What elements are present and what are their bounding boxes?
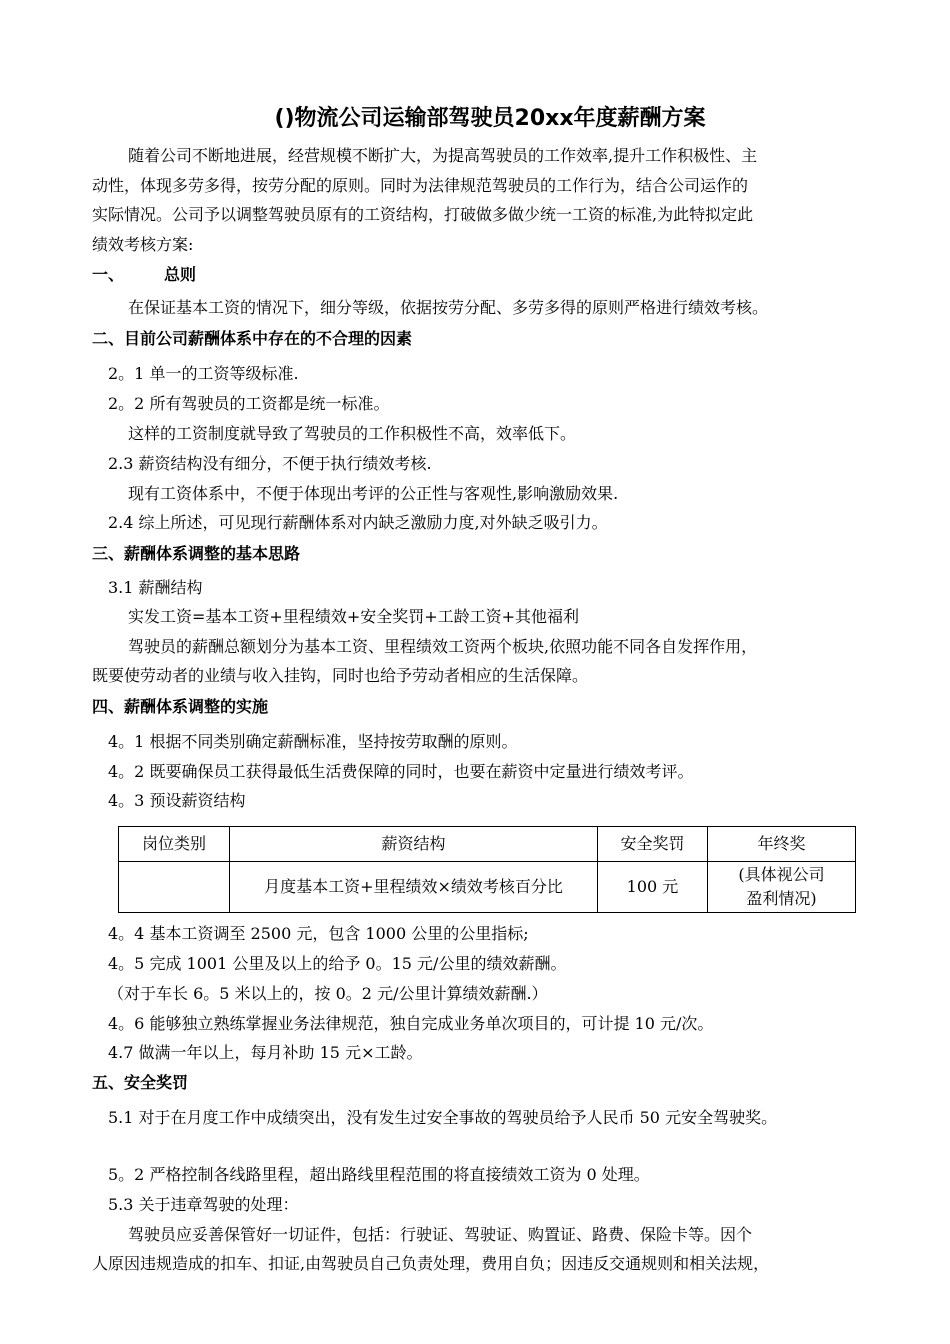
table-header-row: [119, 827, 856, 862]
section-5-line-2: 5。2 严格控制各线路里程，超出路线里程范围的将直接绩效工资为 0 处理。: [108, 1165, 650, 1184]
section-1-heading: [92, 263, 196, 287]
table-cell-position: [119, 862, 230, 913]
section-4-line-3: 4。3 预设薪资结构: [108, 791, 246, 810]
section-4-line-4: 4。4 基本工资调至 2500 元，包含 1000 公里的公里指标;: [108, 924, 529, 943]
section-4-line-8: 4.7 做满一年以上，每月补助 15 元×工龄。: [108, 1043, 423, 1062]
table-cell-bonus: [708, 862, 856, 913]
section-2-heading: 二、目前公司薪酬体系中存在的不合理的因素: [92, 329, 413, 348]
section-2-line-4: 2.3 薪资结构没有细分，不便于执行绩效考核.: [108, 454, 432, 473]
section-5-line-1: 5.1 对于在月度工作中成绩突出，没有发生过安全事故的驾驶员给予人民币 50 元安全驾驶奖。: [108, 1108, 778, 1127]
section-3-line-2: 实发工资=基本工资+里程绩效+安全奖罚+工龄工资+其他福利: [128, 607, 580, 626]
document-title: ()物流公司运输部驾驶员20xx年度薪酬方案: [274, 106, 706, 131]
intro-line-2: 动性，体现多劳多得，按劳分配的原则。同时为法律规范驾驶员的工作行为，结合公司运作的: [92, 176, 749, 195]
section-1-number: 一、: [92, 265, 125, 284]
section-3-line-1: 3.1 薪酬结构: [108, 578, 203, 597]
section-5-line-3: 5.3 关于违章驾驶的处理：: [108, 1195, 299, 1214]
salary-structure-table: [118, 826, 856, 913]
section-5-heading: 五、安全奖罚: [92, 1073, 189, 1092]
section-3-line-3: 驾驶员的薪酬总额划分为基本工资、里程绩效工资两个板块,依照功能不同各自发挥作用，: [128, 637, 758, 656]
section-5-line-4: 驾驶员应妥善保管好一切证件，包括：行驶证、驾驶证、购置证、路费、保险卡等。因个: [128, 1225, 753, 1244]
table-header-cell: 安全奖罚: [598, 827, 708, 862]
table-cell-bonus-line-1: (具体视公司: [738, 865, 825, 884]
intro-line-4: 绩效考核方案:: [92, 235, 194, 254]
section-2-line-5: 现有工资体系中，不便于体现出考评的公正性与客观性,影响激励效果.: [128, 484, 619, 503]
table-header-cell: 薪资结构: [230, 827, 598, 862]
table-header-cell: 岗位类别: [119, 827, 230, 862]
section-1-paragraph: 在保证基本工资的情况下，细分等级，依据按劳分配、多劳多得的原则严格进行绩效考核。: [128, 298, 769, 317]
table-header-cell: 年终奖: [708, 827, 856, 862]
section-4-line-2: 4。2 既要确保员工获得最低生活费保障的同时，也要在薪资中定量进行绩效考评。: [108, 762, 694, 781]
intro-line-3: 实际情况。公司予以调整驾驶员原有的工资结构，打破做多做少统一工资的标准,为此特拟定此: [92, 205, 754, 224]
section-4-heading: 四、薪酬体系调整的实施: [92, 697, 269, 716]
section-2-line-2: 2。2 所有驾驶员的工资都是统一标准。: [108, 394, 390, 413]
section-2-line-6: 2.4 综上所述，可见现行薪酬体系对内缺乏激励力度,对外缺乏吸引力。: [108, 513, 608, 532]
section-2-line-3: 这样的工资制度就导致了驾驶员的工作积极性不高，效率低下。: [128, 424, 577, 443]
table-row: [119, 862, 856, 913]
section-4-line-6: （对于车长 6。5 米以上的，按 0。2 元/公里计算绩效薪酬.）: [108, 984, 548, 1003]
section-3-line-4: 既要使劳动者的业绩与收入挂钩，同时也给予劳动者相应的生活保障。: [92, 666, 589, 685]
section-2-line-1: 2。1 单一的工资等级标准.: [108, 364, 299, 383]
section-4-line-1: 4。1 根据不同类别确定薪酬标准，坚持按劳取酬的原则。: [108, 732, 518, 751]
section-1-title: 总则: [164, 265, 197, 284]
section-5-line-5: 人原因违规造成的扣车、扣证,由驾驶员自己负责处理，费用自负；因违反交通规则和相关法规，: [92, 1254, 770, 1273]
section-3-heading: 三、薪酬体系调整的基本思路: [92, 544, 301, 563]
table-cell-structure: 月度基本工资+里程绩效×绩效考核百分比: [230, 862, 598, 913]
section-4-line-5: 4。5 完成 1001 公里及以上的给予 0。15 元/公里的绩效薪酬。: [108, 954, 567, 973]
table-cell-bonus-line-2: 盈利情况): [746, 889, 817, 908]
intro-line-1: 随着公司不断地进展，经营规模不断扩大，为提高驾驶员的工作效率,提升工作积极性、主: [128, 146, 758, 165]
table-cell-safety: 100 元: [598, 862, 708, 913]
section-4-line-7: 4。6 能够独立熟练掌握业务法律规范，独自完成业务单次项目的，可计提 10 元/次。: [108, 1014, 714, 1033]
